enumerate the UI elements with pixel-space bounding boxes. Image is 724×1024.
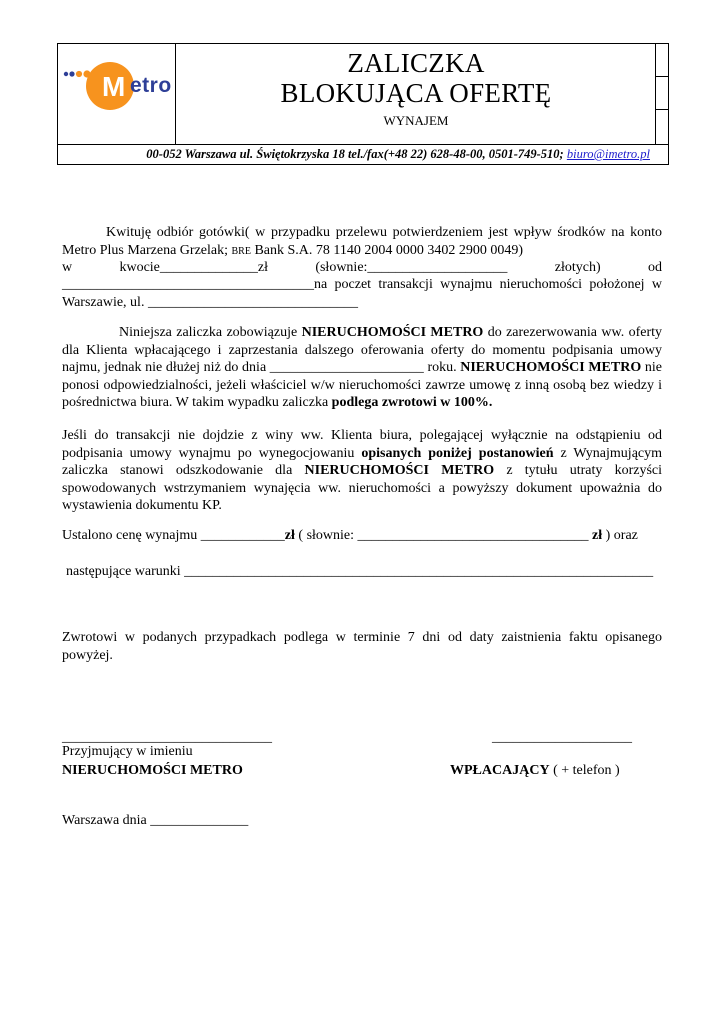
withdrawal-text-d: z tytułu utraty korzyści spowodowanych wstrzymaniem wynajęcia ww. nieruchomości a powyższy dokument upoważnia do wystawienia dokumentu KP. — [62, 463, 663, 513]
address-text: 00-052 Warszawa ul. Świętokrzyska 18 tel./fax(+48 22) 628-48-00, 0501-749-510; — [146, 147, 564, 161]
title-cell — [176, 44, 656, 144]
agency-name: NIERUCHOMOŚCI METRO — [460, 360, 642, 375]
paragraph-withdrawal — [62, 427, 662, 515]
obligation-text-d: nie ponosi odpowiedzialności, jeżeli właściciel w/w nieruchomości zawrze umowę z inną osobą bez wiedzy i pośrednictwa biura. W takim wypadku zaliczka — [62, 360, 662, 410]
side-segment — [656, 77, 668, 110]
paragraph-receipt — [62, 224, 662, 260]
side-cell — [655, 44, 668, 144]
paragraph-refund: Zwrotowi w podanych przypadkach podlega w terminie 7 dni od daty zaistnienia faktu opisanego powyżej. — [62, 630, 662, 663]
obligation-text-c: do zarezerwowania ww. oferty dla Klienta wpłacającego i zaprzestania dalszego oferowania oferty do momentu podpisania umowy najmu, jednak nie dłużej niż do dnia ______________________ roku. — [62, 325, 662, 375]
price-label: Ustalono cenę wynajmu ____________ — [62, 528, 285, 543]
amount-field: kwocie______________zł — [119, 260, 268, 275]
withdrawal-text-c: z Wynajmującym zaliczka stanowi odszkodowanie dla — [62, 445, 663, 478]
bank-account: Bank S.A. 78 1140 2004 0000 3402 2900 0049) — [254, 242, 524, 258]
subtitle: WYNAJEM — [383, 113, 449, 128]
title-line-1: ZALICZKA — [347, 48, 485, 78]
amount-w: w — [62, 260, 73, 275]
payer-phone: ( + telefon ) — [553, 763, 620, 778]
signature-line-right: ____________________ — [492, 730, 632, 745]
conditions-emphasis: opisanych poniżej postanowień — [361, 445, 554, 461]
receiver-label: Przyjmujący w imieniu — [62, 744, 193, 759]
email-link[interactable]: biuro@imetro.pl — [566, 147, 650, 161]
side-segment — [656, 110, 668, 142]
logo-cell — [58, 44, 176, 144]
agency-name: NIERUCHOMOŚCI METRO — [304, 463, 495, 478]
payer-label — [450, 762, 670, 780]
currency-zl: zł — [284, 528, 295, 543]
receiver-agency: NIERUCHOMOŚCI METRO — [62, 763, 243, 778]
paragraph-obligation — [62, 324, 662, 412]
amount-words-field: (słownie:____________________ — [315, 260, 508, 275]
amount-line — [62, 259, 662, 277]
price-line — [62, 527, 662, 545]
agency-name: NIERUCHOMOŚCI METRO — [301, 325, 484, 340]
price-end: ) oraz — [605, 528, 638, 543]
obligation-text-a: Niniejsza zaliczka zobowiązuje — [119, 325, 298, 340]
svg-text:M: M — [102, 71, 126, 102]
withdrawal-text-a: Jeśli do transakcji nie dojdzie z winy ww. Klienta biura, polegającej wyłącznie na odstąpieniu od podpisania umowy wynajmu po wynegocjowaniu — [62, 428, 662, 461]
date-line: Warszawa dnia ______________ — [62, 813, 249, 828]
signature-line-left: ______________________________ — [62, 730, 272, 745]
side-segment — [656, 44, 668, 77]
bank-prefix: BRE — [231, 245, 251, 257]
document-header — [57, 43, 669, 165]
receipt-text: Kwituję odbiór gotówki( w przypadku przelewu potwierdzeniem jest wpływ środków na konto Metro Plus Marzena Grzelak; — [62, 225, 662, 258]
title-line-2: BLOKUJĄCA OFERTĘ — [280, 78, 552, 108]
price-words: ( słownie: _________________________________ — [298, 528, 589, 543]
currency-zl: zł — [592, 528, 603, 543]
property-line: ____________________________________na poczet transakcji wynajmu nieruchomości położonej w Warszawie, ul. ______________________________ — [62, 277, 662, 310]
amount-od: od — [647, 260, 662, 275]
payer-title: WPŁACAJĄCY — [450, 763, 550, 778]
amount-currency: złotych) — [554, 260, 601, 275]
refund-clause: podlega zwrotowi w 100%. — [331, 395, 493, 410]
logo-text: etro — [130, 74, 172, 97]
conditions-line: następujące warunki ___________________________________________________________________ — [66, 564, 654, 579]
address-row — [58, 144, 668, 164]
